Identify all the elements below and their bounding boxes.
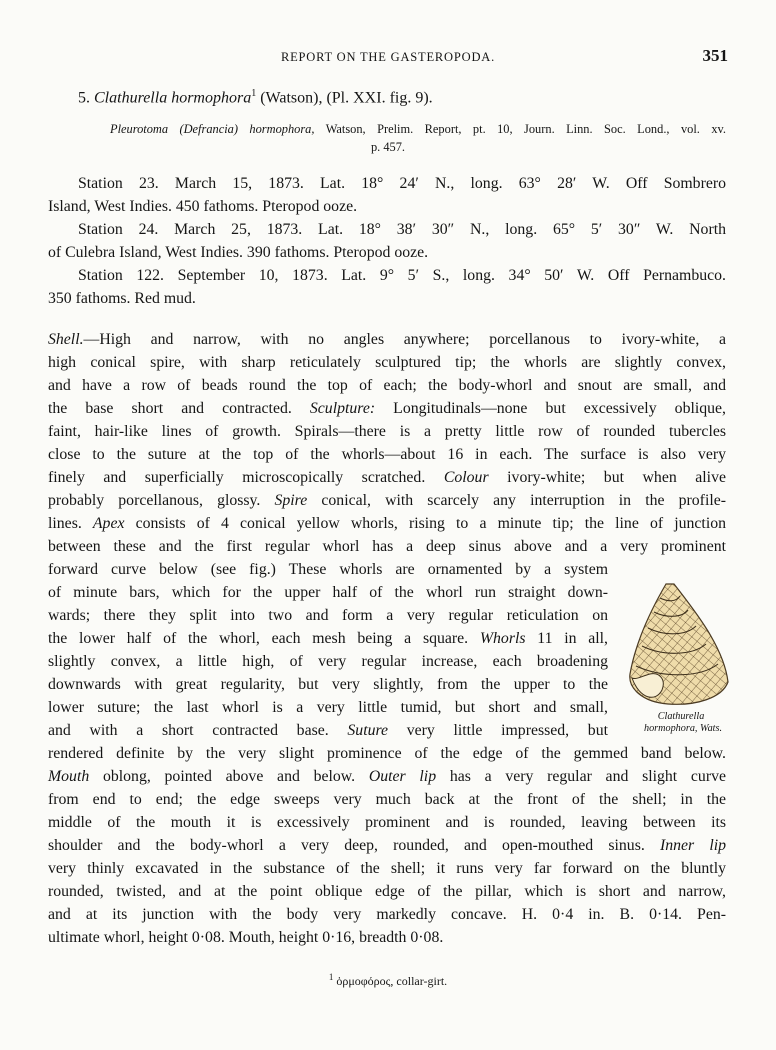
text-run: ivory-white; but when alive xyxy=(488,469,726,486)
text-run: the lower half of the whorl, each mesh being a square. xyxy=(48,630,480,647)
text-line xyxy=(48,467,726,489)
run-in-label: Apex xyxy=(92,515,125,532)
species-name: Clathurella hormophora xyxy=(94,89,252,107)
text-run: has a very regular and slight curve xyxy=(436,768,726,785)
species-heading xyxy=(78,88,433,107)
text-line: lower suture; the last whorl is a very little tumid, but short and small, xyxy=(48,699,608,716)
text-run: 11 in all, xyxy=(525,630,608,647)
text-line: close to the suture at the top of the whorls—about 16 in each. The surface is also very xyxy=(48,446,726,463)
text-run: conical, with scarcely any interruption in the profile- xyxy=(307,492,726,509)
text-line: faint, hair-like lines of growth. Spirals—there is a pretty little row of rounded tubercles xyxy=(48,423,726,440)
text-line: and at its junction with the body very markedly concave. H. 0·4 in. B. 0·14. Pen- xyxy=(48,906,726,923)
text-line xyxy=(48,628,608,650)
text-line: rendered definite by the very slight prominence of the edge of the gemmed band below. xyxy=(48,745,726,762)
text-line: between these and the first regular whorl has a deep sinus above and a very prominent xyxy=(48,538,726,555)
station-line: 350 fathoms. Red mud. xyxy=(48,290,196,307)
run-in-label: Outer lip xyxy=(368,768,437,785)
text-run: the base short and contracted. xyxy=(48,400,310,417)
run-in-label: Sculpture: xyxy=(309,400,376,417)
text-run: consists of 4 conical yellow whorls, rising to a minute tip; the line of junction xyxy=(124,515,727,532)
species-authority: (Watson), (Pl. XXI. fig. 9). xyxy=(256,89,433,107)
station-line: Station 24. March 25, 1873. Lat. 18° 38′ 30″ N., long. 65° 5′ 30″ W. North xyxy=(78,221,726,238)
footnote xyxy=(0,972,776,989)
station-line: Island, West Indies. 450 fathoms. Pteropod ooze. xyxy=(48,198,358,215)
text-line: rounded, twisted, and at the point oblique edge of the pillar, which is short and narrow, xyxy=(48,883,726,900)
running-head xyxy=(48,46,728,70)
text-line xyxy=(48,513,726,535)
text-line: of minute bars, which for the upper half of the whorl run straight down- xyxy=(48,584,608,601)
run-in-label: Inner lip xyxy=(659,837,726,854)
footnote-text: ὁρμοφόρος, collar-girt. xyxy=(333,974,448,988)
synonymy-line xyxy=(110,121,726,137)
text-line: middle of the mouth it is excessively prominent and is rounded, leaving between its xyxy=(48,814,726,831)
text-line: high conical spire, with sharp reticulately sculptured tip; the whorls are slightly convex, xyxy=(48,354,726,371)
species-number: 5. xyxy=(78,89,90,107)
footnote-marker: 1 xyxy=(328,972,334,982)
run-in-label: Shell. xyxy=(48,331,84,348)
text-run: shoulder and the body-whorl a very deep, rounded, and open-mouthed sinus. xyxy=(48,837,660,854)
station-line: Station 23. March 15, 1873. Lat. 18° 24′ N., long. 63° 28′ W. Off Sombrero xyxy=(78,175,726,192)
text-line xyxy=(48,766,726,788)
run-in-label: Suture xyxy=(347,722,389,739)
text-line xyxy=(48,720,608,742)
text-run: probably porcellanous, glossy. xyxy=(48,492,275,509)
synonymy-line: p. 457. xyxy=(370,140,406,154)
text-line: slightly convex, a little high, of very regular increase, each broadening xyxy=(48,653,608,670)
text-line: wards; there they split into two and form a very regular reticulation on xyxy=(48,607,608,624)
station-line: of Culebra Island, West Indies. 390 fathoms. Pteropod ooze. xyxy=(48,244,429,261)
footnote-ref: 1 xyxy=(251,88,257,99)
text-run: —High and narrow, with no angles anywhere; porcellanous to ivory-white, a xyxy=(83,331,726,348)
text-line: forward curve below (see fig.) These whorls are ornamented by a system xyxy=(48,561,608,578)
run-in-label: Spire xyxy=(274,492,308,509)
text-run: very little impressed, but xyxy=(388,722,608,739)
running-title: REPORT ON THE GASTEROPODA. xyxy=(280,50,496,64)
run-in-label: Whorls xyxy=(479,630,526,647)
page-number: 351 xyxy=(702,46,728,65)
shell-illustration xyxy=(622,578,736,708)
text-run: finely and superficially microscopically scratched. xyxy=(48,469,444,486)
run-in-label: Mouth xyxy=(48,768,90,785)
text-line: from end to end; the edge sweeps very much back at the front of the shell; in the xyxy=(48,791,726,808)
figure-caption-species: hormophora, Wats. xyxy=(643,723,723,734)
text-run: Longitudinals—none but excessively oblique, xyxy=(375,400,727,417)
text-line xyxy=(48,329,726,351)
text-line xyxy=(48,398,726,420)
text-line xyxy=(48,835,726,857)
run-in-label: Colour xyxy=(443,469,489,486)
synonym-name: Pleurotoma (Defrancia) hormophora, xyxy=(110,122,315,136)
text-line: and have a row of beads round the top of each; the body-whorl and snout are small, and xyxy=(48,377,726,394)
text-line: ultimate whorl, height 0·08. Mouth, height 0·16, breadth 0·08. xyxy=(48,929,444,946)
station-line: Station 122. September 10, 1873. Lat. 9° 5′ S., long. 34° 50′ W. Off Pernambuco. xyxy=(78,267,726,284)
text-line xyxy=(48,490,726,512)
text-run: oblong, pointed above and below. xyxy=(89,768,369,785)
figure-caption-genus: Clathurella xyxy=(657,711,705,722)
shell-figure xyxy=(612,578,746,742)
text-line: very thinly excavated in the substance of the shell; it runs very far forward on the bluntly xyxy=(48,860,726,877)
text-run: lines. xyxy=(48,515,93,532)
synonym-reference: Watson, Prelim. Report, pt. 10, Journ. Linn. Soc. Lond., vol. xv. xyxy=(314,122,727,136)
text-run: and with a short contracted base. xyxy=(48,722,348,739)
text-line: downwards with great regularity, but very slightly, from the upper to the xyxy=(48,676,608,693)
